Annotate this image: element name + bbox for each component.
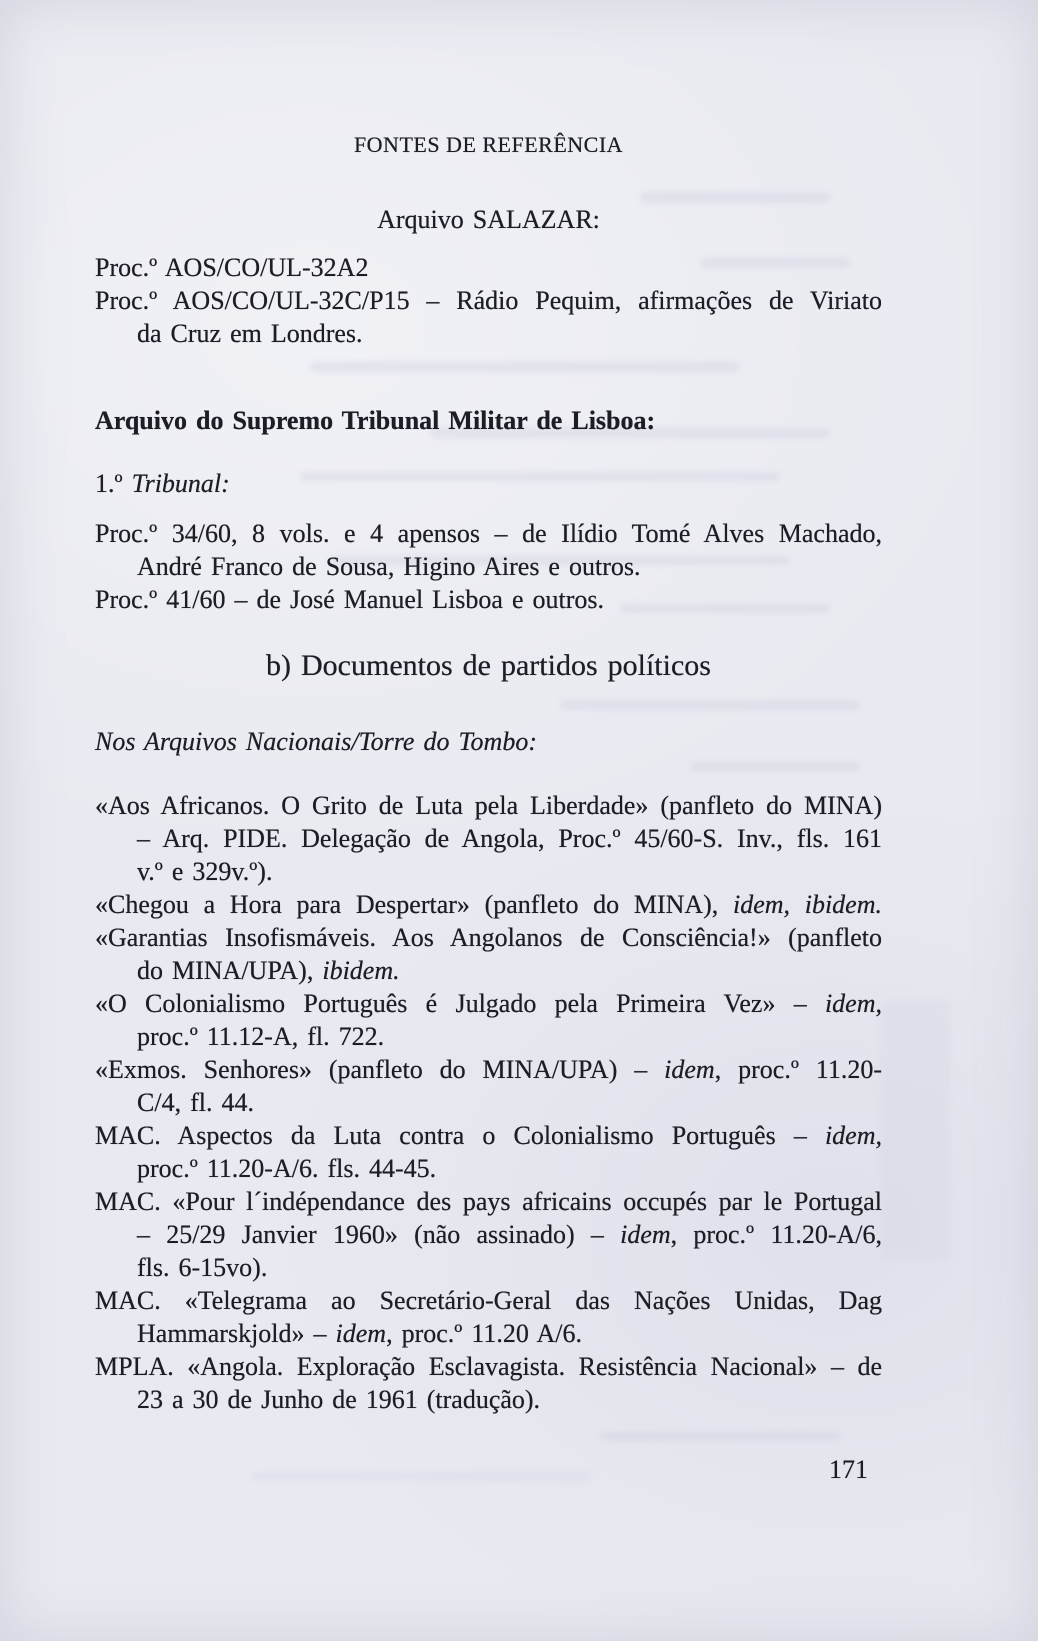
text: André Franco de Sousa, Higino Aires e outros. [137,552,641,581]
italic-text: idem, ibidem. [733,890,882,919]
section-b-heading [95,647,882,684]
text: – Arq. PIDE. Delegação de Angola, Proc.º 45/60-S. Inv., fls. 161 [137,824,882,853]
text-block [95,0,882,1486]
text-line [95,647,882,684]
italic-text: idem [335,1319,387,1348]
entry-aos-32a2 [95,251,882,284]
text: fls. 6-15vo). [137,1253,268,1282]
text: C/4, fl. 44. [137,1088,254,1117]
text: Proc.º 41/60 – de José Manuel Lisboa e outros. [95,585,604,614]
text-line [95,822,882,855]
page-number: 171 [829,1455,868,1484]
text-line [95,954,882,987]
text: – 25/29 Janvier 1960» (não assinado) – [137,1220,621,1249]
italic-text: ibidem. [322,956,400,985]
running-header: FONTES DE REFERÊNCIA [353,132,624,157]
bleed-through-mark [880,1000,950,1260]
entry-aos-africanos [95,789,882,888]
text: proc.º 11.20-A/6. fls. 44-45. [137,1154,437,1183]
text-line [95,1383,882,1416]
tribunal-subheading [95,467,882,500]
text: «Chegou a Hora para Despertar» (panfleto do MINA), [95,890,733,919]
text: «Exmos. Senhores» (panfleto do MINA/UPA) – [95,1055,665,1084]
text: da Cruz em Londres. [137,319,363,348]
text-line [95,1284,882,1317]
text-line [95,725,882,758]
text-line [95,284,882,317]
text-line [95,1350,882,1383]
entry-exmos-senhores [95,1053,882,1119]
archive-tribunal-heading [95,404,882,437]
text-line [95,203,882,236]
text: b) Documentos de partidos políticos [266,649,711,682]
text-line [95,517,882,550]
archive-salazar-heading [95,203,882,236]
text-line [95,1152,882,1185]
text-line [95,855,882,888]
text: «Garantias Insofismáveis. Aos Angolanos de Consciência!» (panfleto [95,923,882,952]
text-line [95,1218,882,1251]
italic-text: idem [664,1055,715,1084]
text: «Aos Africanos. O Grito de Luta pela Liberdade» (panfleto do MINA) [95,791,882,820]
entry-colonialismo-julgado [95,987,882,1053]
text: MAC. «Pour l´indépendance des pays africains occupés par le Portugal [95,1187,882,1216]
entry-mac-telegrama [95,1284,882,1350]
text-line [95,1185,882,1218]
text-line [95,1119,882,1152]
italic-text: idem [620,1220,671,1249]
italic-text: Tribunal: [131,469,230,498]
text-line [95,251,882,284]
text: , proc.º 11.20- [714,1055,882,1084]
entry-aos-32cp15 [95,284,882,350]
text: 1.º [95,469,132,498]
text-line [95,317,882,350]
entry-chegou-a-hora [95,888,882,921]
text: Proc.º AOS/CO/UL-32C/P15 – Rádio Pequim, afirmações de Viriato [95,286,882,315]
text-line [95,1053,882,1086]
text-line [95,888,882,921]
text: Proc.º AOS/CO/UL-32A2 [95,253,369,282]
text: proc.º 11.12-A, fl. 722. [137,1022,385,1051]
text: Proc.º 34/60, 8 vols. e 4 apensos – de Ilídio Tomé Alves Machado, [95,519,882,548]
text: Arquivo do Supremo Tribunal Militar de Lisboa: [95,406,656,435]
text-line [95,1086,882,1119]
text: do MINA/UPA), [137,956,323,985]
text: MPLA. «Angola. Exploração Esclavagista. Resistência Nacional» – de [95,1352,882,1381]
text-line [95,921,882,954]
entry-garantias [95,921,882,987]
text: MAC. «Telegrama ao Secretário-Geral das Nações Unidas, Dag [95,1286,882,1315]
text: Arquivo SALAZAR: [377,205,600,234]
entry-proc-4160 [95,583,882,616]
entry-mac-pour-independance [95,1185,882,1284]
text-line [95,404,882,437]
text-line [95,1251,882,1284]
italic-text: idem, [824,989,882,1018]
text: Hammarskjold» – [137,1319,336,1348]
italic-text: Nos Arquivos Nacionais/Torre do Tombo: [95,727,537,756]
text: , proc.º 11.20-A/6, [670,1220,883,1249]
italic-text: idem, [824,1121,882,1150]
entry-mac-aspectos [95,1119,882,1185]
text-line [95,1317,882,1350]
text-line [95,467,882,500]
text-line [95,789,882,822]
text: , proc.º 11.20 A/6. [386,1319,582,1348]
entry-proc-3460 [95,517,882,583]
text: «O Colonialismo Português é Julgado pela Primeira Vez» – [95,989,825,1018]
text: 23 a 30 de Junho de 1961 (tradução). [137,1385,541,1414]
torre-tombo-heading [95,725,882,758]
text: MAC. Aspectos da Luta contra o Colonialismo Português – [95,1121,825,1150]
text: v.º e 329v.º). [137,857,273,886]
text-line [95,583,882,616]
reference-list [95,203,882,1416]
text-line [95,987,882,1020]
text-line [95,1020,882,1053]
text-line [95,550,882,583]
entry-mpla-angola [95,1350,882,1416]
